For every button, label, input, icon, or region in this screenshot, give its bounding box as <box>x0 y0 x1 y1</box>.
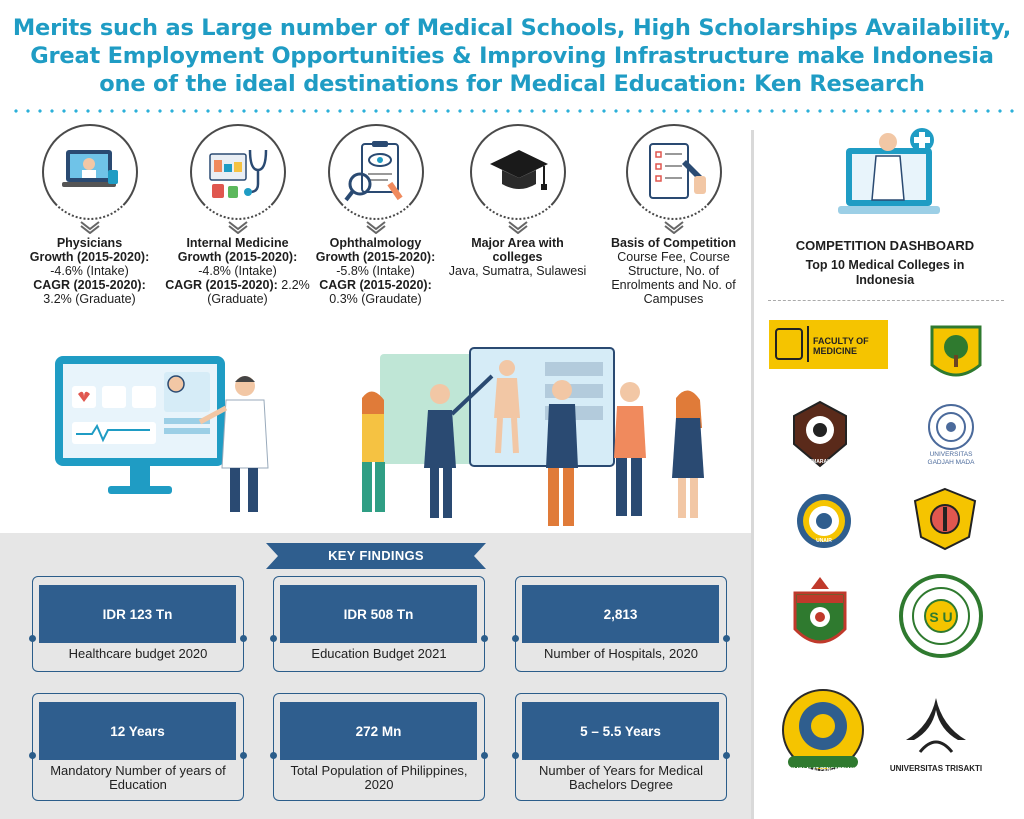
metric-line-1: Course Fee, Course <box>617 250 730 264</box>
stethoscope-icon <box>206 140 272 206</box>
trisakti-text: UNIVERSITAS TRISAKTI <box>889 764 983 773</box>
page-title <box>0 14 1024 98</box>
metric-growth-value: -5.8% (Intake) <box>336 264 415 278</box>
anatomy-board-illustration <box>380 348 614 466</box>
chevron-down-icon <box>364 220 388 234</box>
chevron-down-icon <box>506 220 530 234</box>
finding-card <box>273 693 485 801</box>
metric-basis-competition <box>601 124 746 306</box>
faculty-of-medicine-logo <box>769 320 888 369</box>
svg-text:S U: S U <box>929 609 953 625</box>
finding-label: Mandatory Number of years of Education <box>50 763 226 792</box>
metric-title: Ophthalmology <box>329 236 422 250</box>
key-findings-ribbon <box>266 543 486 569</box>
gadjah-mada-text-1: UNIVERSITAS <box>929 451 973 458</box>
padjadjaran-university-logo <box>913 487 977 551</box>
hasanuddin-university-logo <box>789 575 851 657</box>
vertical-divider <box>751 130 754 819</box>
sriwijaya-university-logo <box>778 684 868 776</box>
metric-title: Internal Medicine <box>186 236 289 250</box>
online-doctor-icon <box>836 126 942 224</box>
metric-cagr-label: CAGR (2015-2020): <box>319 278 432 292</box>
trisakti-university-logo <box>900 696 972 758</box>
metric-title: Physicians <box>56 236 123 250</box>
metric-major-area <box>445 124 590 278</box>
finding-label: Number of Hospitals, 2020 <box>544 646 698 661</box>
medical-team-illustration <box>0 318 751 533</box>
metric-growth-label: Growth (2015-2020): <box>315 250 436 264</box>
chevron-down-icon <box>226 220 250 234</box>
monitor-illustration <box>55 356 225 494</box>
chevron-down-icon <box>662 220 686 234</box>
university-shield-logo <box>928 323 984 387</box>
finding-value: IDR 508 Tn <box>280 585 477 643</box>
telemedicine-icon <box>58 140 124 206</box>
metric-line-4: Campuses <box>643 292 704 306</box>
metric-cagr-value: 3.2% (Graduate) <box>43 292 136 306</box>
metric-growth-label: Growth (2015-2020): <box>177 250 298 264</box>
logo-3-text: SEMARANG <box>805 459 835 465</box>
metric-growth-value: -4.8% (Intake) <box>198 264 277 278</box>
graduation-cap-icon <box>486 140 552 206</box>
finding-label: Healthcare budget 2020 <box>68 646 208 661</box>
sumatera-utara-logo <box>898 574 984 658</box>
dotted-divider <box>10 108 1014 114</box>
finding-label: Education Budget 2021 <box>311 646 447 661</box>
metric-growth-label: Growth (2015-2020): <box>29 250 150 264</box>
finding-value: 12 Years <box>39 702 236 760</box>
logo-5-text: UNAIR <box>816 538 832 544</box>
metric-growth-value: -4.6% (Intake) <box>50 264 129 278</box>
metric-physicians <box>17 124 162 306</box>
metric-cagr-value: 0.3% (Graudate) <box>329 292 422 306</box>
key-findings-title: KEY FINDINGS <box>328 548 424 563</box>
title-line-1: Merits such as Large number of Medical Schools, High Scholarships Availability, <box>12 15 1012 41</box>
metric-cagr-value: 2.2% <box>281 278 310 292</box>
dashboard-subtitle: Top 10 Medical Colleges in Indonesia <box>805 258 965 287</box>
finding-label: Number of Years for Medical Bachelors Degree <box>538 763 704 792</box>
dashboard-divider <box>768 300 1004 301</box>
title-line-2: Great Employment Opportunities & Improving Infrastructure make Indonesia <box>30 43 994 69</box>
metric-line-2: Structure, No. of <box>627 264 719 278</box>
dashboard-title: COMPETITION DASHBOARD <box>795 238 975 253</box>
metric-internal-medicine <box>165 124 310 306</box>
finding-card <box>515 576 727 672</box>
diponegoro-university-logo <box>790 400 850 468</box>
finding-value: 5 – 5.5 Years <box>522 702 719 760</box>
finding-card <box>32 693 244 801</box>
finding-value: IDR 123 Tn <box>39 585 236 643</box>
metric-title: Major Area with colleges <box>471 236 564 264</box>
finding-label: Total Population of Philippines, 2020 <box>290 763 468 792</box>
finding-card <box>273 576 485 672</box>
finding-card <box>32 576 244 672</box>
title-line-3: one of the ideal destinations for Medical Education: Ken Research <box>99 71 925 97</box>
metric-title: Basis of Competition <box>610 236 736 250</box>
metric-value: Java, Sumatra, Sulawesi <box>448 264 587 278</box>
eye-exam-icon <box>344 140 410 206</box>
metric-line-3: Enrolments and No. of <box>611 278 736 292</box>
metric-cagr-label: CAGR (2015-2020): <box>165 278 278 292</box>
metric-cagr-suffix: (Graduate) <box>207 292 268 306</box>
gadjah-mada-text-2: GADJAH MADA <box>927 459 975 466</box>
logo-9-text: ILMU ALAT PENGABDIAN <box>792 767 854 773</box>
gadjah-mada-logo <box>925 403 977 451</box>
faculty-of-medicine-text: FACULTY OF MEDICINE <box>813 336 869 356</box>
finding-card <box>515 693 727 801</box>
metric-cagr-label: CAGR (2015-2020): <box>33 278 146 292</box>
chevron-down-icon <box>78 220 102 234</box>
checklist-icon <box>642 140 708 206</box>
metric-ophthalmology <box>303 124 448 306</box>
finding-value: 272 Mn <box>280 702 477 760</box>
finding-value: 2,813 <box>522 585 719 643</box>
